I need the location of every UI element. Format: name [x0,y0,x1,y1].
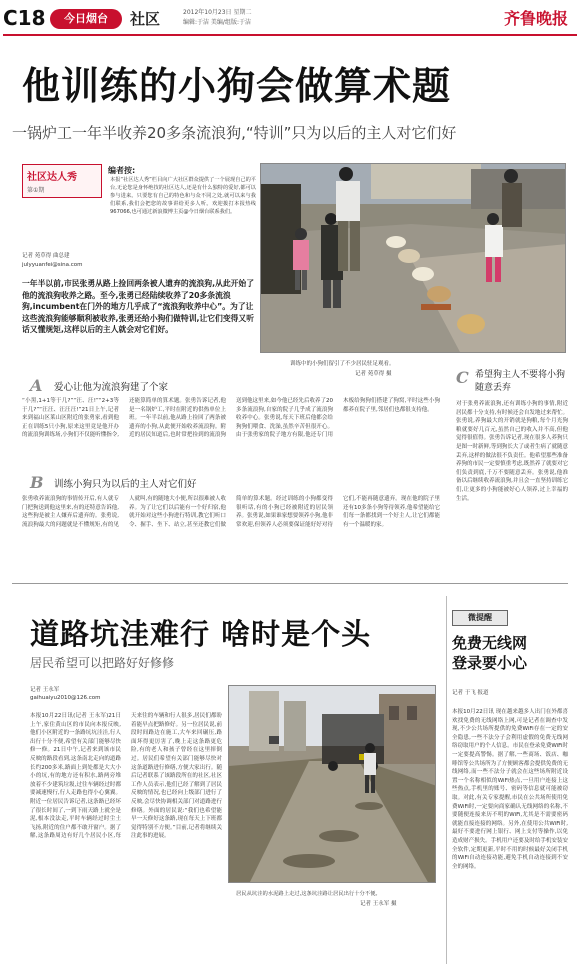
tip-tag: 微提醒 [452,610,508,626]
story1-lead: 一年半以前,市民张勇从路上捡回两条被人遗弃的流浪狗,从此开始了他的流浪狗收养之路。至今,张勇已经陆续收养了20多条流浪狗,incumbent在门外的地方几乎成了“流浪狗收养中心”。为了让这些流浪狗能够顺利被收养,张勇还给小狗们做特训,让它们变得又听话又懂规矩,这样以后的主人就会对它们好。 [22,279,255,335]
story3-headline-2: 登录要小心 [452,654,528,672]
section-b-letter: B [30,473,44,492]
story3-text: 本报10月22日讯 现在越来越多人出门在外都喜欢找免费的无线网络上网,可是记者在调查中发现,不少公共场所提供的免费WiFi存在一定的安全隐患,一些不法分子会利用虚假的免费无线网络窃取用户的个人信息。市民在登录免费WiFi时一定要提高警惕。据了解,一些商场、饭店、咖啡馆等公共场所为了方便顾客都会提供免费的无线网络,而一些不法分子就会在这些场所附近设置一个名称相似的WiFi热点,一旦用户连接上这些热点,手机里的账号、密码等信息就可能被窃取。对此,有关专家提醒,市民在公共场所使用免费WiFi时,一定要向商家确认无线网络的名称,不要随便连接来历不明的WiFi,尤其是不需要密码就能直接连接的网络。另外,在使用公共WiFi时,最好不要进行网上银行、网上支付等操作,以免造成财产损失。手机用户还要及时给手机安装安全软件,定期更新,平时不用的时候最好关闭手机的WiFi自动连接功能,避免手机自动连接到不安全的网络。 [452,709,568,870]
dog-photo-caption: 训练中的小狗们留引了不少居民驻足观看。 [290,361,395,367]
section-a-title: 爱心让他为流浪狗建了个家 [54,382,169,393]
story-divider [12,583,568,584]
column-divider [446,596,447,964]
editor-note-label: 编者按: [108,166,136,175]
section-c-title: 希望狗主人不要将小狗随意丢弃 [475,370,566,393]
story2-byline: 记者 王永军 [30,687,60,693]
section-b-title: 训练小狗只为以后的主人对它们好 [54,479,197,490]
section-pill: 今日烟台 [50,9,122,29]
story2-text: 本报10月22日讯(记者 王永军)21日上午,家住黄山区的市民向本报反映,他们小区附近的一条路坑坑洼洼,行人出行十分不便,希望有关部门能够尽快修一修。21日中午,记者来到该市民反映的路段看到,这条南北走向的道路长约200多米,路面上到处都是大大小小的坑,有的地方还有积水,路两旁堆放着不少建筑垃圾,过往车辆经过时都要减速慢行,行人走路也得小心翼翼。附近一位居民告诉记者,这条路已经坏了很长时间了,一到下雨天路上就全是泥,根本没法走,平时车辆经过时尘土飞扬,附近的住户都不敢开窗户。据了解,这条路周边有好几个居民小区,每天来往的车辆和行人很多,居民们都盼着能早点把路修好。另一位居民说,前段时间路边在施工,大车来回碾压,路面坏得更厉害了,晚上走这条路更危险,有的老人和孩子曾经在这里摔倒过。居民们希望有关部门能够尽快对这条道路进行修缮,方便大家出行。随后记者联系了该路段所在的社区,社区工作人员表示,他们已经了解到了居民反映的情况,也已经向上级部门进行了反映,会尽快协调相关部门对道路进行修缮。外面的居民说:“我们也希望能早一天修好这条路,现在每天上下班都觉得特别不方便。”目前,记者将继续关注此事的进展。 [30,713,222,840]
story2-headline: 道路坑洼难行 啥时是个头 [30,617,372,651]
section-c-text: 对于张勇养流浪狗,还有训练小狗的事情,附近居民都十分支持,有时候还会自发地过来帮忙。张勇说,养狗最大的开销就是狗粮,每个月光狗粮就要好几百元,虽然自己的收入并不高,但他觉得很值得。张勇告诉记者,现在很多人养狗只是图一时新鲜,等到狗长大了或者生病了就随意丢弃,这样的做法很不负责任。他希望那些准备养狗的市民一定要慎重考虑,既然养了就要对它们负责到底,千万不要随意丢弃。张勇说,他准备以后继续收养流浪狗,并且会一直坚持训练它们,让更多的小狗能被好心人领养,过上幸福的生活。 [456,401,568,502]
newspaper-logo: 齐鲁晚报 [503,9,568,28]
dog-training-photo [260,163,566,353]
story2-email: gaihuaiyu2010@126.com [30,695,101,701]
story3-byline: 记者 于飞 报道 [452,690,489,696]
section-b-text: 张勇收养流浪狗的事情传开后,有人就专门把狗送到他这里来,有的还特意告诉他,这些狗是被主人嫌弃后遗弃的。张勇说,流浪狗最大的问题就是不懂规矩,有的见人就叫,有的随地大小便,所以很难被人收养。为了让它们以后能有一个好归宿,他就开始对这些小狗进行特训,教它们听口令、握手、坐下、站立,甚至还教它们做简单的算术题。经过训练的小狗都变得很听话,有的小狗已经被附近的居民领养。张勇说,如果谁家想要领养小狗,他非常欢迎,但领养人必须要保证能好好对待它们,不能再随意遗弃。现在他的院子里还有10多条小狗等待领养,他希望能给它们每一条都找到一个好主人,让它们都能有一个温暖的家。 [22,496,440,528]
story2-subhead: 居民希望可以把路好好修修 [30,656,175,670]
page-number: C18 [3,6,46,30]
section-c-letter: C [456,368,469,387]
story1-email: julyyuanfei@sina.com [22,262,83,268]
story1-byline: 记者 苑草得 曲总建 [22,253,70,259]
dog-photo-credit: 记者 苑草得 摄 [355,371,392,377]
story3-headline-1: 免费无线网 [452,634,528,652]
column-number: 第①期 [27,187,45,194]
road-photo [228,685,436,883]
editor-credits: 编辑:于洁 美编/组版:于洁 [183,19,251,26]
section-name: 社区 [130,10,161,28]
header-rule [3,34,577,36]
column-tag: 社区达人秀 [27,172,77,183]
issue-date: 2012年10月23日 星期二 [183,9,252,16]
story1-headline: 他训练的小狗会做算术题 [22,64,452,108]
story1-subhead: 一锅炉工一年半收养20多条流浪狗,“特训”只为以后的主人对它们好 [12,124,457,142]
section-a-text: “小黑,1+1等于几?”“汪、汪!”“2+3等于几?”“汪汪、汪汪汪!”21日上午,记者来到福山区莱山区附近的张勇家,看到他正在训练5只小狗,原来这里竟是他开办的流浪狗训练场,小狗们不仅能听懂指令,还能算简单的算术题。张勇告诉记者,他是一名锅炉工,平时在附近的供热单位上班。一年半以前,他从路上捡回了两条被遗弃的小狗,从此便开始收养流浪狗。附近的居民知道后,也时常把捡到的流浪狗送到他这里来,如今他已经先后收养了20多条流浪狗,自家的院子几乎成了流浪狗收养中心。张勇说,每天下班后他都会给狗狗们喂食、洗澡,虽然辛苦但很开心。由于张勇家的院子地方有限,他还专门用木板给狗狗们搭建了狗窝,平时这些小狗都养在院子里,邻居们也都很支持他。 [22,398,440,439]
road-photo-caption: 居民从坑洼的水泥路上走过,这条坑洼路让居民出行十分不便。 [236,891,381,897]
editor-note: 本报“社区达人秀”栏目向广大社区群众提供了一个展现自己的平台,无论您是身怀绝技的社区达人,还是有什么独特的爱好,都可以参与进来。只要您有自己的特色和与众不同之处,就可以来与我们联系,我们会把您的故事讲给更多人听。欢迎拨打本报热线967066,也可通过新浪微博主页@今日烟台联系我们。 [110,177,256,215]
road-photo-credit: 记者 王永军 摄 [360,901,397,907]
section-a-letter: A [30,376,43,395]
